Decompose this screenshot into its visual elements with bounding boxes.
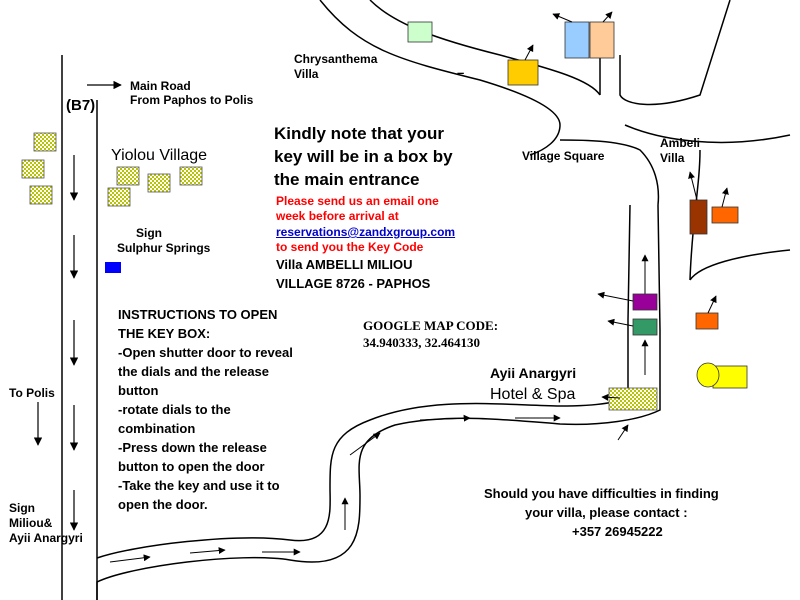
house-checker-4 (117, 167, 139, 185)
contact-phone[interactable]: +357 26945222 (572, 524, 663, 539)
house-checker-7 (108, 188, 130, 206)
chrysanthema-label-2: Villa (294, 67, 319, 81)
sign-miliou-label-3: Ayii Anargyri (9, 531, 83, 545)
house-green (633, 319, 657, 335)
google-map-label: GOOGLE MAP CODE: (363, 318, 499, 333)
arrow-orange-1 (722, 188, 727, 207)
house-yellow (508, 60, 538, 85)
upper-road-f (690, 250, 790, 280)
contact-line-2: your villa, please contact : (525, 505, 688, 520)
side-road-arrow-5 (350, 433, 380, 455)
village-square-label: Village Square (522, 149, 605, 163)
ayii-anargyri-label: Ayii Anargyri (490, 365, 577, 381)
upper-road-c (600, 0, 730, 104)
instruction-line: -rotate dials to the (118, 402, 231, 417)
arrow-ambeli-villa (690, 172, 697, 200)
hotel-spa-label: Hotel & Spa (490, 386, 576, 403)
house-orange-2 (696, 313, 718, 329)
notice-line-1: Kindly note that your (274, 124, 444, 143)
sign-sulphur-label-2: Sulphur Springs (117, 241, 211, 255)
house-blue (565, 22, 589, 58)
instruction-line: the dials and the release (118, 364, 270, 379)
main-road-label-2: From Paphos to Polis (130, 93, 254, 107)
instructions-title-2: THE KEY BOX: (118, 326, 211, 341)
chrysanthema-label-1: Chrysanthema (294, 52, 378, 66)
instruction-line: combination (118, 421, 196, 436)
ambeli-villa-house (690, 200, 707, 234)
email-request-2: week before arrival at (276, 209, 399, 223)
side-road-arrow-8 (618, 425, 628, 440)
google-map-coords: 34.940333, 32.464130 (363, 335, 480, 350)
email-request-3: to send you the Key Code (276, 240, 424, 254)
address-line-2: VILLAGE 8726 - PAPHOS (276, 276, 431, 291)
instruction-line: -Take the key and use it to (118, 478, 280, 493)
ambeli-villa-label-2: Villa (660, 151, 685, 165)
sign-miliou-label-1: Sign (9, 501, 35, 515)
notice-line-3: the main entrance (274, 170, 420, 189)
email-request-1: Please send us an email one (276, 194, 439, 208)
address-line-1: Villa AMBELLI MILIOU (276, 257, 413, 272)
arrow-house-peach (603, 12, 612, 22)
upper-road-d (625, 125, 790, 142)
chrysanthema-villa-house (408, 22, 432, 42)
house-checker-6 (180, 167, 202, 185)
instruction-line: button to open the door (118, 459, 265, 474)
house-checker-1 (34, 133, 56, 151)
yiolou-village-label: Yiolou Village (111, 147, 208, 164)
house-peach (590, 22, 614, 58)
sign-miliou-label-2: Miliou& (9, 516, 53, 530)
notice-line-2: key will be in a box by (274, 147, 453, 166)
house-orange-1 (712, 207, 738, 223)
arrow-house-blue (553, 14, 572, 22)
sign-sulphur-label-1: Sign (136, 226, 162, 240)
dash-mark: – (457, 65, 465, 80)
contact-line-1: Should you have difficulties in finding (484, 486, 719, 501)
main-road-label-1: Main Road (130, 79, 191, 93)
hotel-spa-checker (609, 388, 657, 410)
b7-label: (B7) (66, 97, 96, 114)
hotel-pool (697, 363, 719, 387)
arrow-house-yellow (525, 45, 533, 60)
instructions-title-1: INSTRUCTIONS TO OPEN (118, 307, 278, 322)
instruction-line: open the door. (118, 497, 208, 512)
house-checker-5 (148, 174, 170, 192)
instruction-line: -Press down the release (118, 440, 267, 455)
instruction-line: button (118, 383, 159, 398)
to-polis-label: To Polis (9, 386, 55, 400)
side-road-arrow-2 (190, 550, 225, 553)
side-road-arrow-1 (110, 557, 150, 562)
ambeli-villa-label-1: Ambeli (660, 136, 701, 150)
arrow-orange-2 (708, 296, 716, 313)
arrow-house-green (608, 321, 633, 326)
sulphur-springs-sign (105, 262, 121, 273)
house-checker-2 (22, 160, 44, 178)
email-link[interactable]: reservations@zandxgroup.com (276, 225, 456, 239)
instruction-line: -Open shutter door to reveal (118, 345, 293, 360)
house-purple (633, 294, 657, 310)
house-checker-3 (30, 186, 52, 204)
